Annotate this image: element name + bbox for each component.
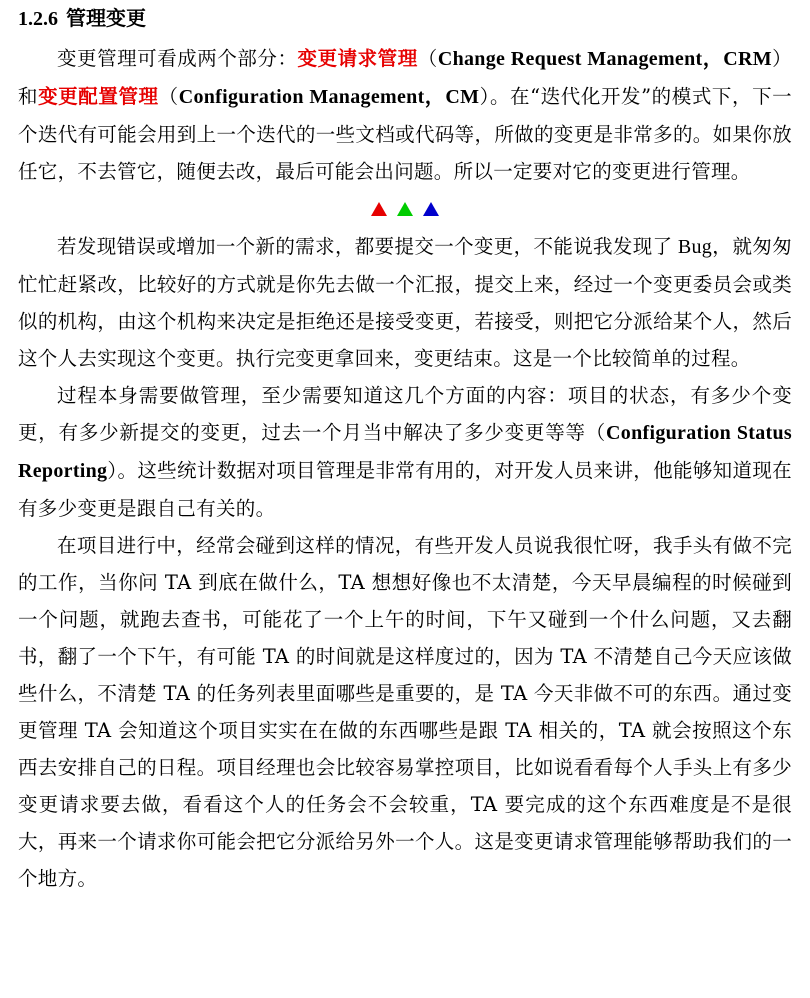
green-triangle-icon: [397, 202, 413, 216]
section-number: 1.2.6: [18, 8, 58, 30]
text-run: 变更管理可看成两个部分：: [57, 47, 298, 70]
paragraph-intro: [18, 40, 792, 190]
text-run: （: [158, 85, 179, 108]
term-cm-english: Configuration Management，CM: [178, 86, 480, 108]
term-configuration-status-reporting: Configuration Status Reporting: [18, 422, 792, 482]
section-title: 管理变更: [66, 8, 146, 30]
blue-triangle-icon: [423, 202, 439, 216]
text-run: 就匆匆忙忙赶紧改，比较好的方式就是你先去做一个汇报，提交上来，经过一个变更委员会或类似的机构，由这个机构来决定是拒绝还是接受变更，若接受，则把它分派给某个人，然后这个人去实现这个变更。执行完变更拿回来，变更结束。这是一个比较简单的过程。: [18, 235, 792, 370]
paragraph-status-reporting: [18, 377, 792, 527]
text-run: ）和: [18, 47, 792, 108]
section-heading: [18, 6, 792, 32]
text-run: ）。在“迭代化开发”的模式下，下一个迭代有可能会用到上一个迭代的一些文档或代码等，所做的变更是非常多的。如果你放任它，不去管它，随便去改，最后可能会出问题。所以一定要对它的变更进行管理。: [18, 85, 792, 183]
text-run: （: [417, 47, 438, 70]
text-run: 若发现错误或增加一个新的需求，都要提交一个变更，不能说我发现了: [57, 235, 673, 258]
red-triangle-icon: [371, 202, 387, 216]
term-change-request-management: 变更请求管理: [297, 47, 418, 70]
term-crm-english: Change Request Management，CRM: [437, 48, 772, 70]
text-run: 过程本身需要做管理，至少需要知道这几个方面的内容：项目的状态，有多少个变更，有多少新提交的变更，过去一个月当中解决了多少变更等等（: [18, 384, 792, 444]
text-run: ）。这些统计数据对项目管理是非常有用的，对开发人员来讲，他能够知道现在有多少变更是跟自己有关的。: [18, 459, 792, 520]
text-run-bug: Bug，: [672, 236, 733, 258]
paragraph-change-process: [18, 228, 792, 377]
paragraph-developer-example: 在项目进行中，经常会碰到这样的情况，有些开发人员说我很忙呀，我手头有做不完的工作，当你问 TA 到底在做什么，TA 想想好像也不太清楚，今天早晨编程的时候碰到一个问题，就跑去查书，可能花了一个上午的时间，下午又碰到一个什么问题，又去翻书，翻了一个下午，有可能 TA 的时间就是这样度过的，因为 TA 不清楚自己今天应该做些什么，不清楚 TA 的任务列表里面哪些是重要的，是 TA 今天非做不可的东西。通过变更管理 TA 会知道这个项目实实在在做的东西哪些是跟 TA 相关的，TA 就会按照这个东西去安排自己的日程。项目经理也会比较容易掌控项目，比如说看看每个人手头上有多少变更请求要去做，看看这个人的任务会不会较重，TA 要完成的这个东西难度是不是很大，再来一个请求你可能会把它分派给另外一个人。这是变更请求管理能够帮助我们的一个地方。: [18, 534, 792, 890]
section-divider: [18, 190, 792, 228]
term-configuration-management: 变更配置管理: [38, 85, 159, 108]
